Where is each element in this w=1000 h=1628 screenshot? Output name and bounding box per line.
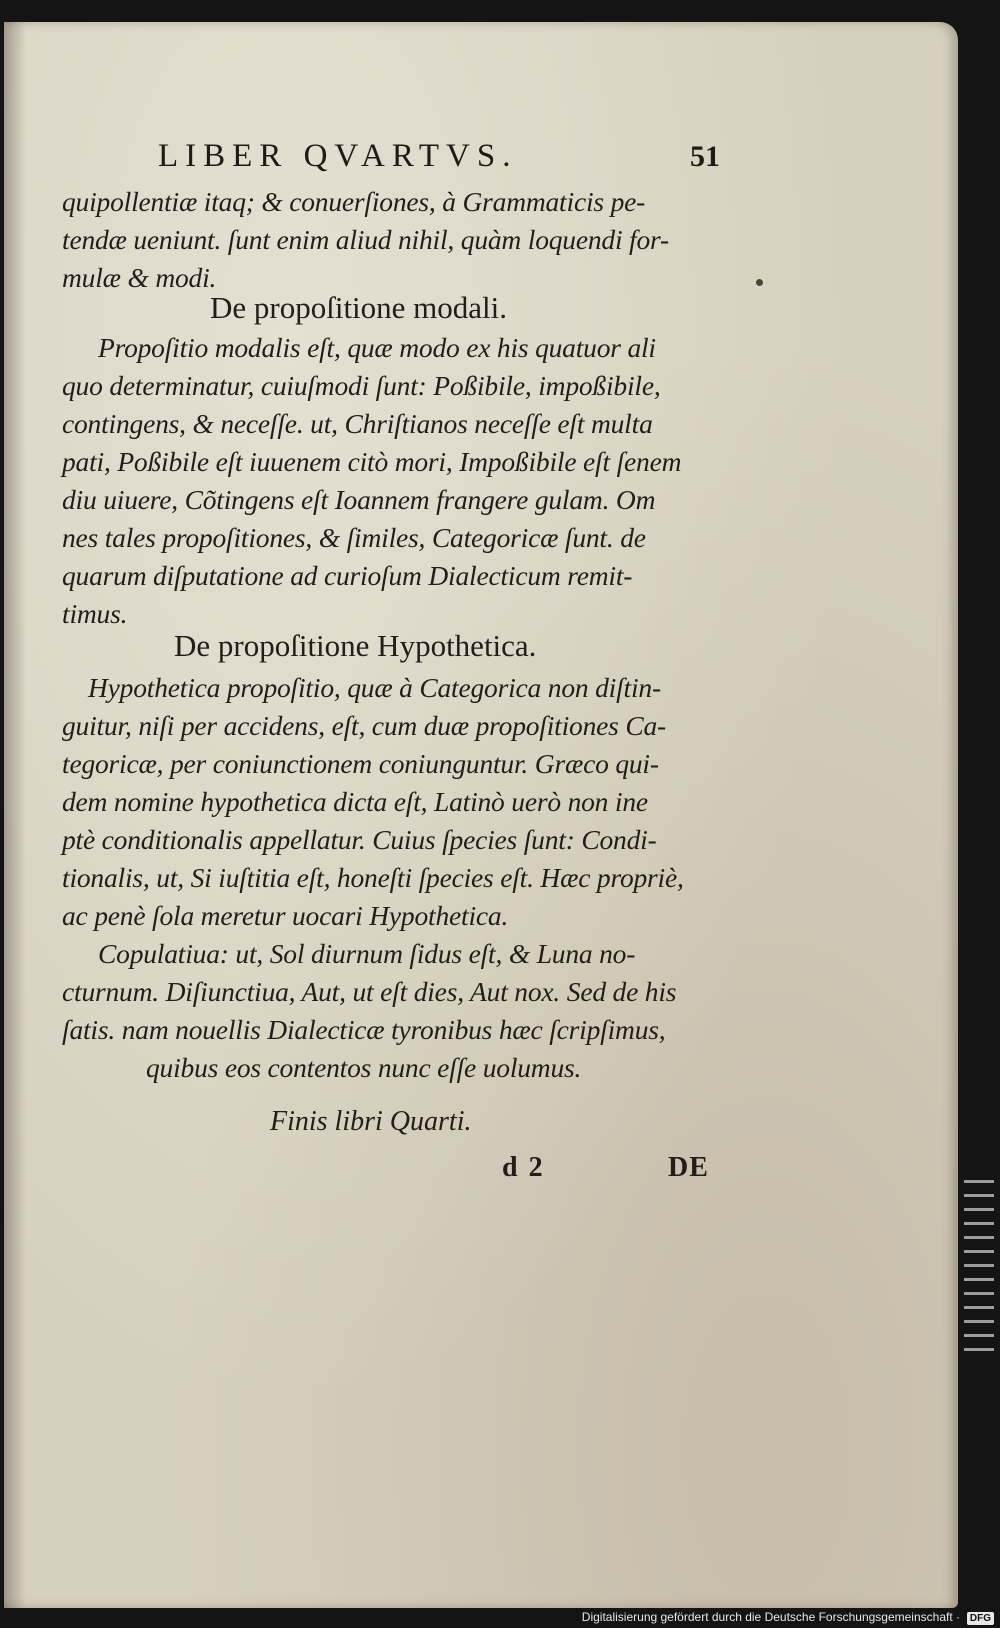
text-line: dem nomine hypothetica dicta eſt, Latinò uerò non ine bbox=[62, 786, 648, 817]
text-line: Propoſitio modalis eſt, quæ modo ex his quatuor ali bbox=[98, 332, 656, 363]
explicit: Finis libri Quarti. bbox=[270, 1106, 472, 1137]
text-line: ſatis. nam nouellis Dialecticæ tyronibus hæc ſcripſimus, bbox=[62, 1014, 666, 1045]
signature-mark: d 2 bbox=[502, 1152, 545, 1183]
running-head: LIBER QVARTVS. bbox=[158, 138, 518, 174]
text-line: cturnum. Diſiunctiua, Aut, ut eſt dies, Aut nox. Sed de his bbox=[62, 976, 677, 1007]
text-line: quarum diſputatione ad curioſum Dialecticum remit- bbox=[62, 560, 633, 591]
text-line: tegoricæ, per coniunctionem coniunguntur. Græco qui- bbox=[62, 748, 659, 779]
text-line: diu uiuere, Cõtingens eſt Ioannem frangere gulam. Om bbox=[62, 484, 656, 515]
section-heading-modal: De propoſitione modali. bbox=[210, 290, 508, 325]
footer-credit: Digitalisierung gefördert durch die Deutsche Forschungsgemeinschaft · bbox=[581, 1610, 960, 1624]
text-line: guitur, niſi per accidens, eſt, cum duæ propoſitiones Ca- bbox=[62, 710, 666, 741]
text-line: pati, Poßibile eſt iuuenem citò mori, Impoßibile eſt ſenem bbox=[62, 446, 682, 477]
text-line: mulæ & modi. bbox=[62, 262, 217, 293]
text-line: timus. bbox=[62, 598, 128, 629]
section-heading-hypothetica: De propoſitione Hypothetica. bbox=[174, 628, 537, 663]
text-line: quipollentiæ itaq; & conuerſiones, à Grammaticis pe- bbox=[62, 186, 646, 217]
text-line: quibus eos contentos nunc eſſe uolumus. bbox=[146, 1052, 582, 1083]
text-line: ac penè ſola meretur uocari Hypothetica. bbox=[62, 900, 509, 931]
text-line: nes tales propoſitiones, & ſimiles, Categoricæ ſunt. de bbox=[62, 522, 646, 553]
ink-spot bbox=[756, 279, 763, 286]
dfg-logo: DFG bbox=[967, 1612, 994, 1625]
text-line: Copulatiua: ut, Sol diurnum ſidus eſt, & Luna no- bbox=[98, 938, 636, 969]
text-line: contingens, & neceſſe. ut, Chriſtianos neceſſe eſt multa bbox=[62, 408, 653, 439]
text-line: tionalis, ut, Si iuſtitia eſt, honeſti ſpecies eſt. Hæc propriè, bbox=[62, 862, 684, 893]
folio-number: 51 bbox=[690, 140, 720, 173]
text-line: Hypothetica propoſitio, quæ à Categorica non diſtin- bbox=[88, 672, 661, 703]
text-line: tendæ ueniunt. ſunt enim aliud nihil, quàm loquendi for- bbox=[62, 224, 669, 255]
scan-edge-marks bbox=[964, 1180, 994, 1360]
text-line: ptè conditionalis appellatur. Cuius ſpecies ſunt: Condi- bbox=[62, 824, 657, 855]
catchword: DE bbox=[668, 1152, 709, 1183]
text-line: quo determinatur, cuiuſmodi ſunt: Poßibile, impoßibile, bbox=[62, 370, 661, 401]
page-gutter-shadow bbox=[4, 22, 26, 1608]
